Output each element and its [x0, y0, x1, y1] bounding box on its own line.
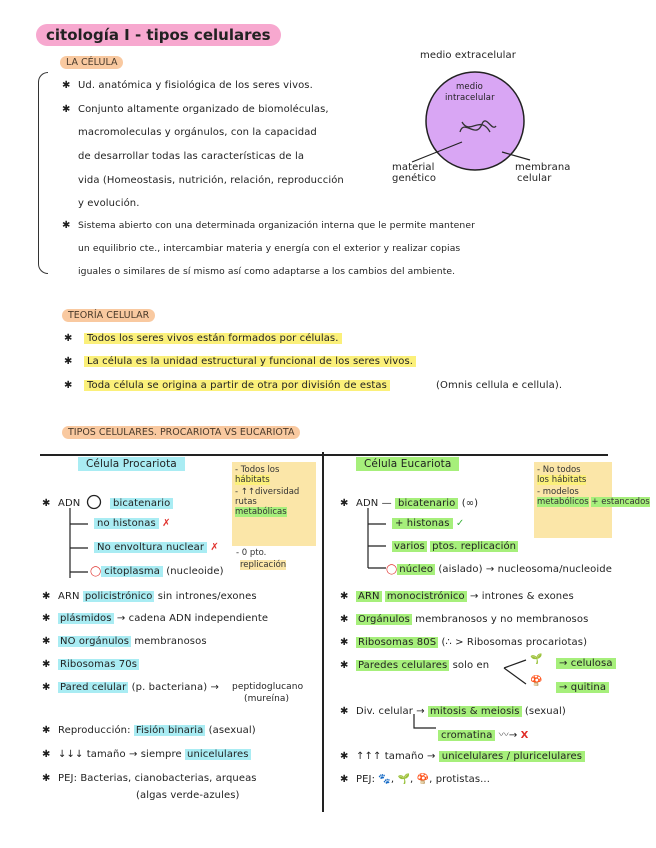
paredes-label: Paredes celulares — [358, 660, 448, 671]
celula-line-4: de desarrollar todas las características de la — [78, 151, 305, 162]
nucleo-text: núcleo — [399, 564, 434, 575]
arn-label: ARN — [58, 591, 80, 602]
bullet-star: ✱ — [42, 659, 51, 670]
no-envoltura-text: No envoltura nuclear — [94, 542, 207, 553]
bullet-star: ✱ — [340, 591, 349, 602]
bullet-star: ✱ — [340, 614, 349, 625]
eucariota-celulosa: → celulosa — [556, 658, 616, 669]
table-horizontal-line — [40, 454, 608, 456]
ribosomas-rest: (∴ > Ribosomas procariotas) — [441, 637, 588, 648]
procariota-note-line: - Todos los — [235, 465, 280, 475]
nucleo-result: nucleosoma/nucleoide — [497, 564, 612, 575]
procariota-note-line: rutas — [235, 497, 257, 507]
eucariota-note-box — [534, 462, 650, 538]
eucariota-note-line: metabólicos — [537, 497, 589, 507]
teoria-item-3-latin: (Omnis cellula e cellula). — [436, 380, 563, 391]
procariota-tamano: ↓↓↓ tamaño → siempre unicelulares — [58, 749, 249, 760]
bullet-star: ✱ — [340, 751, 349, 762]
procariota-title: Célula Procariota — [78, 457, 185, 471]
eucariota-varios — [392, 541, 518, 552]
bullet-star: ✱ — [42, 773, 51, 784]
infinity-icon: (∞) — [461, 498, 479, 509]
celula-line-8: un equilibrio cte., intercambiar materia y energía con el exterior y realizar copias — [78, 243, 461, 254]
reproduccion-label: Reproducción: — [58, 725, 131, 736]
procariota-note-3a: - 0 pto. — [236, 548, 267, 558]
adn-value: bicatenario — [395, 498, 458, 509]
asexual-label: (asexual) — [208, 725, 256, 736]
celula-line-9: iguales o similares de sí mismo así como adaptarse a los cambios del ambiente. — [78, 266, 456, 277]
ribosomas-label: Ribosomas 80S — [358, 637, 437, 648]
eucariota-tamano: ↑↑↑ tamaño → unicelulares / pluricelulares — [356, 751, 585, 762]
ej-rest: , protistas... — [429, 774, 490, 785]
bullet-star: ✱ — [64, 333, 73, 344]
bullet-star: ✱ — [42, 591, 51, 602]
fision-label: Fisión binaria — [135, 725, 204, 736]
eucariota-adn: ADN — bicatenario (∞) — [356, 498, 479, 509]
bullet-star: ✱ — [62, 104, 71, 115]
pared-rest: (p. bacteriana) — [131, 682, 208, 693]
pared-label: Pared celular — [60, 682, 127, 693]
citoplasma-text: citoplasma — [101, 566, 163, 577]
procariota-citoplasma — [90, 566, 224, 577]
cromatina-label: cromatina — [438, 730, 495, 741]
arn-value: policistrónico — [84, 591, 153, 602]
paw-icon: 🐾 — [378, 774, 391, 785]
ej-label: PEJ: — [356, 774, 376, 785]
organulos-rest: membranosos y no membranosos — [415, 614, 589, 625]
celula-line-3: macromoleculas y orgánulos, con la capacidad — [78, 127, 317, 138]
tamano-label: ↓↓↓ tamaño — [58, 749, 126, 760]
bullet-star: ✱ — [340, 706, 349, 717]
plasmidos-label: plásmidos — [60, 613, 112, 624]
diagram-label-membrana-1: membrana — [515, 162, 571, 173]
teoria-item-1: Todos los seres vivos están formados por células. — [84, 333, 342, 344]
mushroom-icon: 🍄 — [530, 676, 543, 687]
plasmidos-rest: cadena ADN independiente — [128, 613, 269, 624]
mitosis-label: mitosis & meiosis — [430, 706, 520, 717]
cross-icon: ✗ — [210, 542, 219, 553]
unicelulares-label: unicelulares — [187, 749, 249, 760]
teoria-item-3: Toda célula se origina a partir de otra por división de estas — [84, 380, 390, 391]
procariota-note-line: - ↑↑diversidad — [235, 487, 300, 497]
arn-rest: sin intrones/exones — [157, 591, 257, 602]
bullet-star: ✱ — [340, 774, 349, 785]
nucleoide-text: (nucleoide) — [166, 566, 224, 577]
celula-line-7: Sistema abierto con una determinada organización interna que le permite mantener — [78, 220, 475, 231]
cross-icon: ✗ — [162, 518, 171, 529]
eucariota-note-line: + estancados — [591, 497, 650, 507]
procariota-ribosomas: Ribosomas 70s — [60, 659, 138, 670]
celula-line-1: Ud. anatómica y fisiológica de los seres vivos. — [78, 80, 313, 91]
section-heading-teoria: TEORÍA CELULAR — [62, 309, 155, 322]
eucariota-note-line: - No todos — [537, 465, 581, 475]
diagram-label-material-2: genético — [392, 173, 437, 184]
eucariota-quitina: → quitina — [556, 682, 609, 693]
varios-text: varios — [394, 541, 425, 552]
eucariota-note-line: - modelos — [537, 487, 579, 497]
bullet-star: ✱ — [42, 613, 51, 624]
eucariota-cromatina — [438, 726, 528, 741]
page-title: citología I - tipos celulares — [36, 24, 281, 46]
bullet-star: ✱ — [62, 80, 71, 91]
procariota-no-histonas — [94, 518, 171, 529]
section-heading-tipos: TIPOS CELULARES. PROCARIOTA VS EUCARIOTA — [62, 426, 300, 439]
eucariota-ej: PEJ: 🐾, 🌱, 🍄, protistas... — [356, 774, 490, 785]
wave-arrow-icon: 〰→ — [498, 730, 518, 741]
procariota-plasmidos: plásmidos → cadena ADN independiente — [60, 613, 269, 624]
celula-line-5: vida (Homeostasis, nutrición, relación, reproducción — [78, 175, 344, 186]
celula-line-2: Conjunto altamente organizado de biomoléculas, — [78, 104, 329, 115]
circle-mark-icon: ◯ — [386, 564, 398, 575]
arn-label: ARN — [358, 591, 380, 602]
diagram-label-intracelular-2: intracelular — [445, 93, 495, 103]
eucariota-organulos — [356, 614, 588, 625]
sexual-label: (sexual) — [524, 706, 566, 717]
eucariota-paredes — [356, 660, 489, 671]
arn-rest: intrones & exones — [481, 591, 574, 602]
bullet-star: ✱ — [42, 636, 51, 647]
organulos-label: Orgánulos — [358, 614, 410, 625]
eucariota-arn: ARN monocistrónico → intrones & exones — [358, 591, 574, 602]
nucleo-rest: (aislado) — [438, 564, 483, 575]
bullet-star: ✱ — [340, 637, 349, 648]
mushroom-icon: 🍄 — [416, 774, 430, 785]
bullet-star: ✱ — [64, 380, 73, 391]
eucariota-division: Div. celular → mitosis & meiosis (sexual) — [356, 706, 566, 717]
diagram-label-material-1: material — [392, 162, 435, 173]
plant-icon: 🌱 — [530, 654, 543, 665]
procariota-note-box — [232, 462, 316, 546]
procariota-adn-label: ADN — [58, 498, 81, 509]
curly-brace — [38, 72, 48, 274]
plant-icon: 🌱 — [397, 774, 411, 785]
procariota-reproduccion — [58, 725, 256, 736]
bullet-star: ✱ — [42, 725, 51, 736]
chromosome-icon: X — [520, 730, 529, 741]
bullet-star: ✱ — [62, 220, 71, 231]
diagram-label-extracelular: medio extracelular — [420, 50, 516, 61]
procariota-ej: PEJ: Bacterias, cianobacterias, arqueas — [58, 773, 257, 784]
procariota-note-line: hábitats — [235, 475, 270, 485]
bullet-star: ✱ — [42, 498, 51, 509]
bullet-star: ✱ — [340, 498, 349, 509]
bullet-star: ✱ — [42, 682, 51, 693]
arn-value: monocistrónico — [386, 591, 465, 602]
celula-line-6: y evolución. — [78, 198, 140, 209]
bullet-star: ✱ — [340, 660, 349, 671]
adn-label: ADN — [356, 498, 379, 509]
diagram-label-membrana-2: celular — [517, 173, 552, 184]
varios-rest: ptos. replicación — [432, 541, 517, 552]
procariota-note-line: metabólicas — [235, 507, 287, 517]
table-vertical-divider — [322, 452, 324, 812]
paredes-rest: solo en — [452, 660, 490, 671]
tamano-value: unicelulares / pluricelulares — [439, 751, 585, 762]
eucariota-histonas — [392, 518, 464, 529]
procariota-arn — [58, 591, 257, 602]
bullet-star: ✱ — [64, 356, 73, 367]
check-icon: ✓ — [455, 518, 465, 529]
procariota-no-envoltura — [94, 542, 219, 553]
eucariota-nucleo: ◯ núcleo (aislado) → nucleosoma/nucleoide — [386, 564, 612, 575]
no-organulos-rest: membranosos — [134, 636, 207, 647]
division-label: Div. celular — [356, 706, 413, 717]
celulosa-label: celulosa — [570, 658, 613, 669]
procariota-pared: Pared celular (p. bacteriana) → — [60, 682, 219, 693]
teoria-item-2: La célula es la unidad estructural y funcional de los seres vivos. — [84, 356, 416, 367]
circle-mark-icon: ◯ — [90, 566, 102, 577]
procariota-ej-2: (algas verde-azules) — [136, 790, 240, 801]
quitina-label: quitina — [570, 682, 607, 693]
histonas-text: + histonas — [392, 518, 453, 529]
procariota-pared-result-1: peptidoglucano — [232, 682, 304, 692]
section-heading-celula: LA CÉLULA — [60, 56, 123, 69]
eucariota-title: Célula Eucariota — [356, 457, 459, 471]
procariota-note-3b: replicación — [240, 560, 287, 570]
tamano-label: ↑↑↑ tamaño — [356, 751, 424, 762]
bullet-star: ✱ — [42, 749, 51, 760]
eucariota-note-line: los hábitats — [537, 475, 587, 485]
procariota-adn-value: bicatenario — [110, 498, 173, 509]
no-organulos-label: NO orgánulos — [60, 636, 130, 647]
procariota-no-organulos — [58, 636, 207, 647]
procariota-pared-result-2: (mureína) — [244, 694, 290, 704]
diagram-label-intracelular-1: medio — [456, 82, 483, 92]
division-branch-line — [410, 714, 440, 734]
siempre-label: siempre — [140, 749, 182, 760]
eucariota-ribosomas — [356, 637, 587, 648]
no-histonas-text: no histonas — [94, 518, 159, 529]
